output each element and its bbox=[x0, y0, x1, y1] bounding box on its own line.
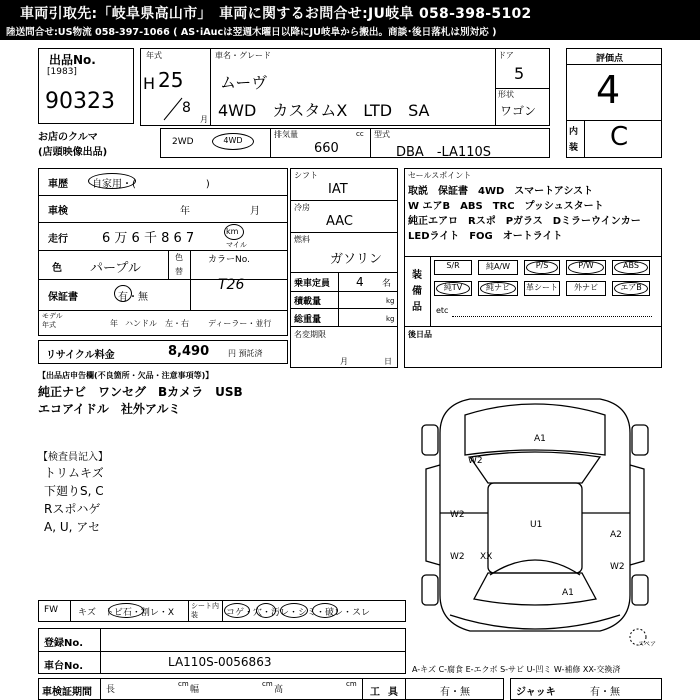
equip-aw-label: 純A/W bbox=[485, 262, 511, 271]
model-label: 車名・グレード bbox=[215, 51, 271, 60]
sales-line-4: LEDライト FOG オートライト bbox=[408, 231, 563, 242]
inspection-label: 車検 bbox=[48, 206, 68, 217]
diagram-mark-w2-front-left: W2 bbox=[468, 456, 483, 466]
cert-height-unit: cm bbox=[346, 680, 357, 688]
equip-abs-circle bbox=[614, 261, 648, 274]
recycle-value: 8,490 bbox=[168, 344, 210, 359]
load-label: 積載量 bbox=[294, 297, 322, 307]
inspector-label: 【検査員記入】 bbox=[38, 452, 108, 463]
diagram-mark-a1-rear: A1 bbox=[562, 588, 574, 598]
fw-items: キズ トビ石・割レ・X bbox=[78, 608, 174, 618]
weight-label: 総重量 bbox=[294, 315, 322, 325]
inspector-line-2: 下廻りS, C bbox=[44, 484, 104, 498]
equip-etc: etc bbox=[436, 306, 449, 315]
registration-label: 登録No. bbox=[44, 638, 84, 649]
ac-value: AAC bbox=[326, 214, 353, 229]
displacement-unit: cc bbox=[356, 130, 364, 138]
displacement-value: 660 bbox=[314, 141, 339, 156]
color-swap-bottom: 替 bbox=[175, 267, 183, 276]
car-diagram bbox=[410, 385, 660, 647]
capacity-label: 乗車定員 bbox=[294, 279, 331, 289]
cert-label: 車検証期間 bbox=[42, 687, 92, 698]
fuel-label: 燃料 bbox=[294, 235, 310, 244]
seat-shimi-circle bbox=[312, 603, 338, 618]
equip-abs-label: ABS bbox=[623, 261, 639, 270]
body-type-value: ワゴン bbox=[500, 104, 537, 118]
fuel-value: ガソリン bbox=[330, 252, 383, 267]
notes-line-1: 純正ナビ ワンセグ Bカメラ USB bbox=[38, 385, 243, 399]
sales-points-label: セールスポイント bbox=[408, 171, 472, 180]
fw-label: FW bbox=[44, 605, 59, 615]
diagram-mark-a2-right: A2 bbox=[610, 530, 622, 540]
drive-4wd-circle bbox=[212, 133, 254, 150]
drive-4wd: 4WD bbox=[223, 136, 243, 145]
score-label: 評価点 bbox=[596, 54, 624, 64]
equip-pw-circle bbox=[568, 261, 604, 274]
cert-width: 幅 bbox=[190, 685, 200, 695]
diagram-mark-xx: XX bbox=[480, 552, 493, 562]
history-label: 車歴 bbox=[48, 179, 68, 190]
model-code-label: 型式 bbox=[374, 130, 390, 139]
first-reg-label: 名変期限 bbox=[294, 330, 326, 339]
year-month-unit: 月 bbox=[200, 115, 208, 124]
damage-legend: A-キズ C-腐食 E-エクボ S-サビ U-凹ミ W-補修 XX-交換済 bbox=[412, 665, 621, 674]
capacity-value: 4 bbox=[356, 275, 364, 289]
sales-line-1: 取説 保証書 4WD スマートアシスト bbox=[408, 186, 594, 197]
displacement-label: 排気量 bbox=[274, 130, 298, 139]
inspection-month: 月 bbox=[250, 206, 260, 217]
seat-stain-circle bbox=[280, 603, 308, 618]
equip-ext-navi bbox=[566, 281, 606, 296]
equip-leather-label: 革シート bbox=[526, 283, 558, 292]
shift-value: IAT bbox=[328, 182, 348, 197]
color-no-value: T26 bbox=[218, 277, 245, 293]
equip-navi-circle bbox=[480, 282, 516, 295]
interior-label-bottom: 装 bbox=[569, 143, 579, 153]
color-swap-top: 色 bbox=[175, 253, 183, 262]
year-value: 25 bbox=[158, 68, 184, 92]
doors-label: ドア bbox=[498, 51, 514, 60]
inspection-year: 年 bbox=[180, 206, 190, 217]
equip-navi-label: 純ナビ bbox=[486, 283, 510, 292]
mileage-label: 走行 bbox=[48, 234, 68, 245]
mileage-unit2: マイル bbox=[226, 241, 247, 249]
header-line-1: 車両引取先:「岐阜県高山市」 車両に関するお問合せ:JU岐阜 058-398-5102 bbox=[20, 6, 532, 22]
sales-line-3: 純正エアロ Rスポ Pガラス Dミラーウインカー bbox=[408, 216, 641, 227]
diagram-mark-u1-roof: U1 bbox=[530, 520, 543, 530]
year-label: 年式 bbox=[146, 51, 162, 60]
shop-car-line1: お店のクルマ bbox=[38, 132, 98, 143]
seat-label: シート内装 bbox=[191, 602, 219, 619]
sales-line-2: W エアB ABS TRC プッシュスタート bbox=[408, 201, 604, 212]
notes-label: 【出品店申告欄(不良箇所・欠品・注意事項等)】 bbox=[38, 371, 214, 380]
mileage-value: 6 万 6 千 8 6 7 bbox=[102, 231, 195, 246]
interior-label-top: 内 bbox=[569, 127, 579, 137]
header-line-2: 陸送問合せ:US物流 058-397-1066 ( AS･iAucは翌週木曜日以降にJU岐阜から搬出。商談･後日落札は別対応 ) bbox=[6, 27, 497, 38]
equip-airbag-label: エアB bbox=[620, 283, 642, 292]
weight-unit: kg bbox=[386, 315, 395, 323]
seat-koge-circle bbox=[224, 603, 250, 618]
dealer-label: ディーラー・並行 bbox=[208, 319, 272, 328]
diagram-mark-w2-rear-left: W2 bbox=[450, 552, 465, 562]
load-unit: kg bbox=[386, 297, 395, 305]
cert-width-unit: cm bbox=[262, 680, 273, 688]
drive-2wd: 2WD bbox=[172, 137, 194, 147]
history-value: 自家用・( ) bbox=[92, 179, 210, 190]
first-reg-day: 日 bbox=[384, 357, 392, 366]
model-grade: 4WD カスタムX LTD SA bbox=[218, 101, 430, 120]
notes-line-2: エコアイドル 社外アルミ bbox=[38, 402, 181, 416]
cert-length: 長 bbox=[106, 685, 116, 695]
chassis-value: LA110S-0056863 bbox=[168, 655, 272, 669]
chassis-label: 車台No. bbox=[44, 661, 84, 672]
handle-label: ハンドル 左・右 bbox=[125, 319, 189, 328]
equip-ps-circle bbox=[526, 261, 558, 274]
model-year-label: モデル 年式 bbox=[42, 312, 63, 329]
fw-tobi-circle bbox=[108, 603, 144, 618]
ac-label: 冷房 bbox=[294, 203, 310, 212]
warranty-label: 保証書 bbox=[48, 292, 78, 303]
recycle-label: リサイクル料金 bbox=[46, 350, 115, 361]
lot-number: 90323 bbox=[45, 89, 115, 114]
color-value: パープル bbox=[90, 261, 141, 276]
equip-aw bbox=[478, 260, 518, 275]
tools-label: 工具 bbox=[370, 687, 406, 698]
equip-tv-circle bbox=[436, 282, 470, 295]
tools-value: 有・無 bbox=[440, 687, 470, 698]
lot-sub: [1983] bbox=[47, 67, 77, 77]
interior-value: C bbox=[610, 122, 629, 152]
cert-length-unit: cm bbox=[178, 680, 189, 688]
diagram-mark-w2-left: W2 bbox=[450, 510, 465, 520]
equip-tv-label: 純TV bbox=[443, 283, 463, 292]
shift-label: シフト bbox=[294, 171, 318, 180]
capacity-unit: 名 bbox=[382, 279, 392, 289]
jack-label: ジャッキ bbox=[516, 687, 556, 698]
warranty-value: 有・無 bbox=[118, 292, 148, 303]
year-month: 8 bbox=[182, 100, 191, 116]
after-label: 後日品 bbox=[408, 330, 432, 339]
equip-sr bbox=[434, 260, 472, 275]
color-no-label: カラーNo. bbox=[208, 255, 250, 265]
jack-value: 有・無 bbox=[590, 687, 620, 698]
seat-items: コゲ・穴・汚レ・シミ・破レ・スレ bbox=[226, 608, 371, 618]
equip-pw-label: P/W bbox=[578, 261, 594, 270]
equip-ps-label: P/S bbox=[535, 261, 549, 270]
lot-box bbox=[38, 48, 134, 124]
doors-value: 5 bbox=[514, 64, 525, 83]
equipment-label: 装備品 bbox=[412, 270, 422, 313]
score-value: 4 bbox=[596, 68, 621, 112]
inspector-line-4: A, U, アセ bbox=[44, 520, 101, 534]
inspector-line-3: Rスポハゲ bbox=[44, 502, 101, 516]
body-type-label: 形状 bbox=[498, 90, 514, 99]
diagram-spare: スペア bbox=[638, 641, 657, 647]
inspector-line-1: トリムキズ bbox=[44, 466, 104, 480]
cert-height: 高 bbox=[274, 685, 284, 695]
year-slash bbox=[160, 96, 200, 122]
equip-leather bbox=[524, 281, 560, 296]
diagram-mark-a1-front: A1 bbox=[534, 434, 546, 444]
equip-airbag-circle bbox=[614, 282, 648, 295]
mileage-unit: km bbox=[226, 227, 239, 236]
seat-hole-circle bbox=[256, 603, 276, 618]
equip-ext-navi-label: 外ナビ bbox=[574, 283, 598, 292]
shop-car-line2: (店頭映像出品) bbox=[38, 147, 108, 158]
first-reg-unit: 月 bbox=[340, 357, 348, 366]
model-code-value: DBA -LA110S bbox=[396, 145, 492, 160]
diagram-mark-w2-rear-right: W2 bbox=[610, 562, 625, 572]
color-label: 色 bbox=[52, 263, 62, 274]
equip-sr-label: S/R bbox=[446, 261, 460, 270]
lot-label: 出品No. bbox=[49, 53, 96, 67]
model-year-unit: 年 bbox=[110, 319, 118, 328]
year-era: H bbox=[143, 74, 156, 93]
recycle-unit: 円 預託済 bbox=[228, 349, 263, 358]
model-name: ムーヴ bbox=[220, 73, 268, 92]
